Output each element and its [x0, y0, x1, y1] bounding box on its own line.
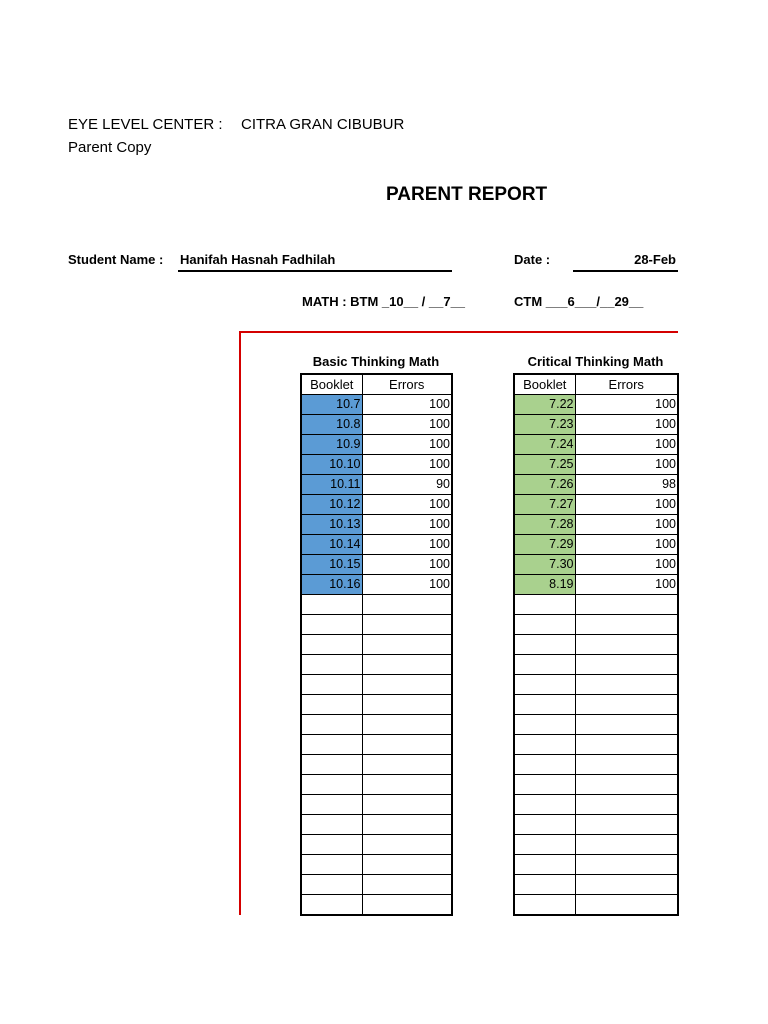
- errors-cell: [575, 735, 678, 755]
- empty-row: [514, 895, 678, 916]
- table-row: [514, 435, 678, 455]
- copy-label: Parent Copy: [68, 139, 152, 156]
- booklet-cell: 10.16: [301, 575, 362, 595]
- table-row: [514, 395, 678, 415]
- table-header-row: [301, 374, 452, 395]
- booklet-cell: [301, 675, 362, 695]
- empty-row: [301, 755, 452, 775]
- errors-cell: [362, 675, 452, 695]
- table-row: [514, 555, 678, 575]
- booklet-cell: 7.30: [514, 555, 575, 575]
- errors-cell: 100: [575, 435, 678, 455]
- empty-row: [301, 595, 452, 615]
- errors-cell: [362, 835, 452, 855]
- errors-cell: [575, 635, 678, 655]
- errors-cell: 100: [362, 555, 452, 575]
- booklet-cell: 7.29: [514, 535, 575, 555]
- booklet-cell: [301, 795, 362, 815]
- booklet-cell: [514, 695, 575, 715]
- booklet-cell: 10.14: [301, 535, 362, 555]
- errors-cell: [362, 875, 452, 895]
- errors-cell: 100: [362, 495, 452, 515]
- math-btm-level: MATH : BTM _10__ / __7__: [302, 294, 466, 309]
- name-underline: [178, 270, 452, 272]
- errors-cell: [575, 595, 678, 615]
- booklet-cell: 10.10: [301, 455, 362, 475]
- errors-cell: [575, 875, 678, 895]
- booklet-cell: [514, 595, 575, 615]
- booklet-cell: 10.15: [301, 555, 362, 575]
- table-row: [301, 395, 452, 415]
- ctm-table: [513, 373, 679, 916]
- empty-row: [514, 655, 678, 675]
- empty-row: [514, 595, 678, 615]
- empty-row: [514, 795, 678, 815]
- errors-cell: [575, 615, 678, 635]
- table-row: [514, 495, 678, 515]
- errors-cell: [362, 735, 452, 755]
- empty-row: [514, 855, 678, 875]
- booklet-cell: 10.11: [301, 475, 362, 495]
- empty-row: [514, 735, 678, 755]
- errors-cell: 100: [575, 495, 678, 515]
- table-header-row: [514, 374, 678, 395]
- empty-row: [514, 615, 678, 635]
- errors-cell: 100: [575, 535, 678, 555]
- empty-row: [514, 815, 678, 835]
- empty-row: [514, 835, 678, 855]
- errors-cell: 100: [575, 415, 678, 435]
- table-row: [514, 415, 678, 435]
- empty-row: [514, 695, 678, 715]
- booklet-cell: 7.27: [514, 495, 575, 515]
- booklet-cell: [301, 835, 362, 855]
- errors-cell: 100: [575, 395, 678, 415]
- booklet-cell: 8.19: [514, 575, 575, 595]
- booklet-cell: [301, 695, 362, 715]
- booklet-cell: [514, 855, 575, 875]
- errors-cell: [362, 655, 452, 675]
- col-header-errors: Errors: [575, 374, 678, 395]
- table-row: [514, 515, 678, 535]
- errors-cell: 100: [575, 575, 678, 595]
- empty-row: [301, 695, 452, 715]
- booklet-cell: [301, 815, 362, 835]
- errors-cell: 100: [362, 435, 452, 455]
- table-row: [301, 495, 452, 515]
- errors-cell: 100: [575, 555, 678, 575]
- errors-cell: 98: [575, 475, 678, 495]
- errors-cell: 100: [362, 535, 452, 555]
- booklet-cell: 7.28: [514, 515, 575, 535]
- student-name-label: Student Name :: [68, 252, 164, 267]
- red-left-rule: [239, 331, 241, 915]
- empty-row: [301, 875, 452, 895]
- errors-cell: 90: [362, 475, 452, 495]
- booklet-cell: [514, 795, 575, 815]
- empty-row: [301, 855, 452, 875]
- table-row: [301, 435, 452, 455]
- empty-row: [514, 755, 678, 775]
- empty-row: [301, 795, 452, 815]
- empty-row: [301, 835, 452, 855]
- booklet-cell: [514, 735, 575, 755]
- errors-cell: [575, 895, 678, 916]
- errors-cell: [575, 795, 678, 815]
- table-row: [514, 475, 678, 495]
- errors-cell: [575, 755, 678, 775]
- errors-cell: [575, 675, 678, 695]
- student-name-value: Hanifah Hasnah Fadhilah: [180, 252, 336, 267]
- errors-cell: 100: [362, 395, 452, 415]
- empty-row: [514, 775, 678, 795]
- table-row: [301, 415, 452, 435]
- booklet-cell: 10.12: [301, 495, 362, 515]
- table-row: [301, 535, 452, 555]
- btm-table: [300, 373, 453, 916]
- booklet-cell: [301, 775, 362, 795]
- errors-cell: [362, 775, 452, 795]
- booklet-cell: [301, 735, 362, 755]
- date-label: Date :: [514, 252, 551, 267]
- table-row: [301, 475, 452, 495]
- table-row: [301, 575, 452, 595]
- booklet-cell: [301, 895, 362, 916]
- empty-row: [301, 895, 452, 916]
- booklet-cell: [514, 835, 575, 855]
- booklet-cell: [514, 775, 575, 795]
- errors-cell: [575, 815, 678, 835]
- errors-cell: [575, 655, 678, 675]
- empty-row: [514, 635, 678, 655]
- booklet-cell: [301, 715, 362, 735]
- errors-cell: [362, 715, 452, 735]
- center-name: CITRA GRAN CIBUBUR: [241, 116, 405, 133]
- booklet-cell: 7.25: [514, 455, 575, 475]
- table-row: [514, 575, 678, 595]
- col-header-booklet: Booklet: [301, 374, 362, 395]
- booklet-cell: [514, 755, 575, 775]
- btm-caption: Basic Thinking Math: [312, 354, 440, 369]
- ctm-caption: Critical Thinking Math: [527, 354, 664, 369]
- col-header-errors: Errors: [362, 374, 452, 395]
- errors-cell: [575, 835, 678, 855]
- booklet-cell: [301, 635, 362, 655]
- booklet-cell: [514, 635, 575, 655]
- col-header-booklet: Booklet: [514, 374, 575, 395]
- errors-cell: 100: [575, 515, 678, 535]
- errors-cell: [362, 795, 452, 815]
- errors-cell: [362, 635, 452, 655]
- booklet-cell: [301, 595, 362, 615]
- errors-cell: 100: [362, 575, 452, 595]
- booklet-cell: [514, 615, 575, 635]
- empty-row: [301, 715, 452, 735]
- booklet-cell: 7.26: [514, 475, 575, 495]
- empty-row: [301, 815, 452, 835]
- errors-cell: [575, 695, 678, 715]
- table-row: [301, 455, 452, 475]
- booklet-cell: 7.22: [514, 395, 575, 415]
- booklet-cell: 7.24: [514, 435, 575, 455]
- empty-row: [301, 635, 452, 655]
- errors-cell: [362, 815, 452, 835]
- booklet-cell: [301, 655, 362, 675]
- errors-cell: [575, 715, 678, 735]
- booklet-cell: [301, 755, 362, 775]
- empty-row: [301, 735, 452, 755]
- empty-row: [301, 675, 452, 695]
- page-title: PARENT REPORT: [386, 184, 548, 205]
- center-label: EYE LEVEL CENTER :: [68, 116, 223, 133]
- table-row: [301, 515, 452, 535]
- booklet-cell: 10.13: [301, 515, 362, 535]
- booklet-cell: [301, 855, 362, 875]
- errors-cell: 100: [362, 515, 452, 535]
- errors-cell: 100: [362, 455, 452, 475]
- booklet-cell: [514, 895, 575, 916]
- table-row: [514, 455, 678, 475]
- booklet-cell: [514, 875, 575, 895]
- errors-cell: [575, 855, 678, 875]
- empty-row: [514, 715, 678, 735]
- booklet-cell: [514, 675, 575, 695]
- errors-cell: [362, 855, 452, 875]
- errors-cell: [362, 755, 452, 775]
- table-row: [301, 555, 452, 575]
- errors-cell: [362, 695, 452, 715]
- booklet-cell: [301, 615, 362, 635]
- empty-row: [301, 655, 452, 675]
- errors-cell: [575, 775, 678, 795]
- errors-cell: [362, 615, 452, 635]
- empty-row: [301, 775, 452, 795]
- booklet-cell: 7.23: [514, 415, 575, 435]
- errors-cell: [362, 895, 452, 916]
- errors-cell: [362, 595, 452, 615]
- date-underline: [573, 270, 678, 272]
- empty-row: [514, 875, 678, 895]
- errors-cell: 100: [575, 455, 678, 475]
- date-value: 28-Feb: [634, 252, 676, 267]
- table-row: [514, 535, 678, 555]
- booklet-cell: [514, 815, 575, 835]
- ctm-level: CTM ___6___/__29__: [514, 294, 644, 309]
- empty-row: [301, 615, 452, 635]
- booklet-cell: [301, 875, 362, 895]
- booklet-cell: 10.7: [301, 395, 362, 415]
- booklet-cell: [514, 715, 575, 735]
- booklet-cell: 10.9: [301, 435, 362, 455]
- booklet-cell: 10.8: [301, 415, 362, 435]
- booklet-cell: [514, 655, 575, 675]
- red-top-rule: [239, 331, 678, 333]
- empty-row: [514, 675, 678, 695]
- errors-cell: 100: [362, 415, 452, 435]
